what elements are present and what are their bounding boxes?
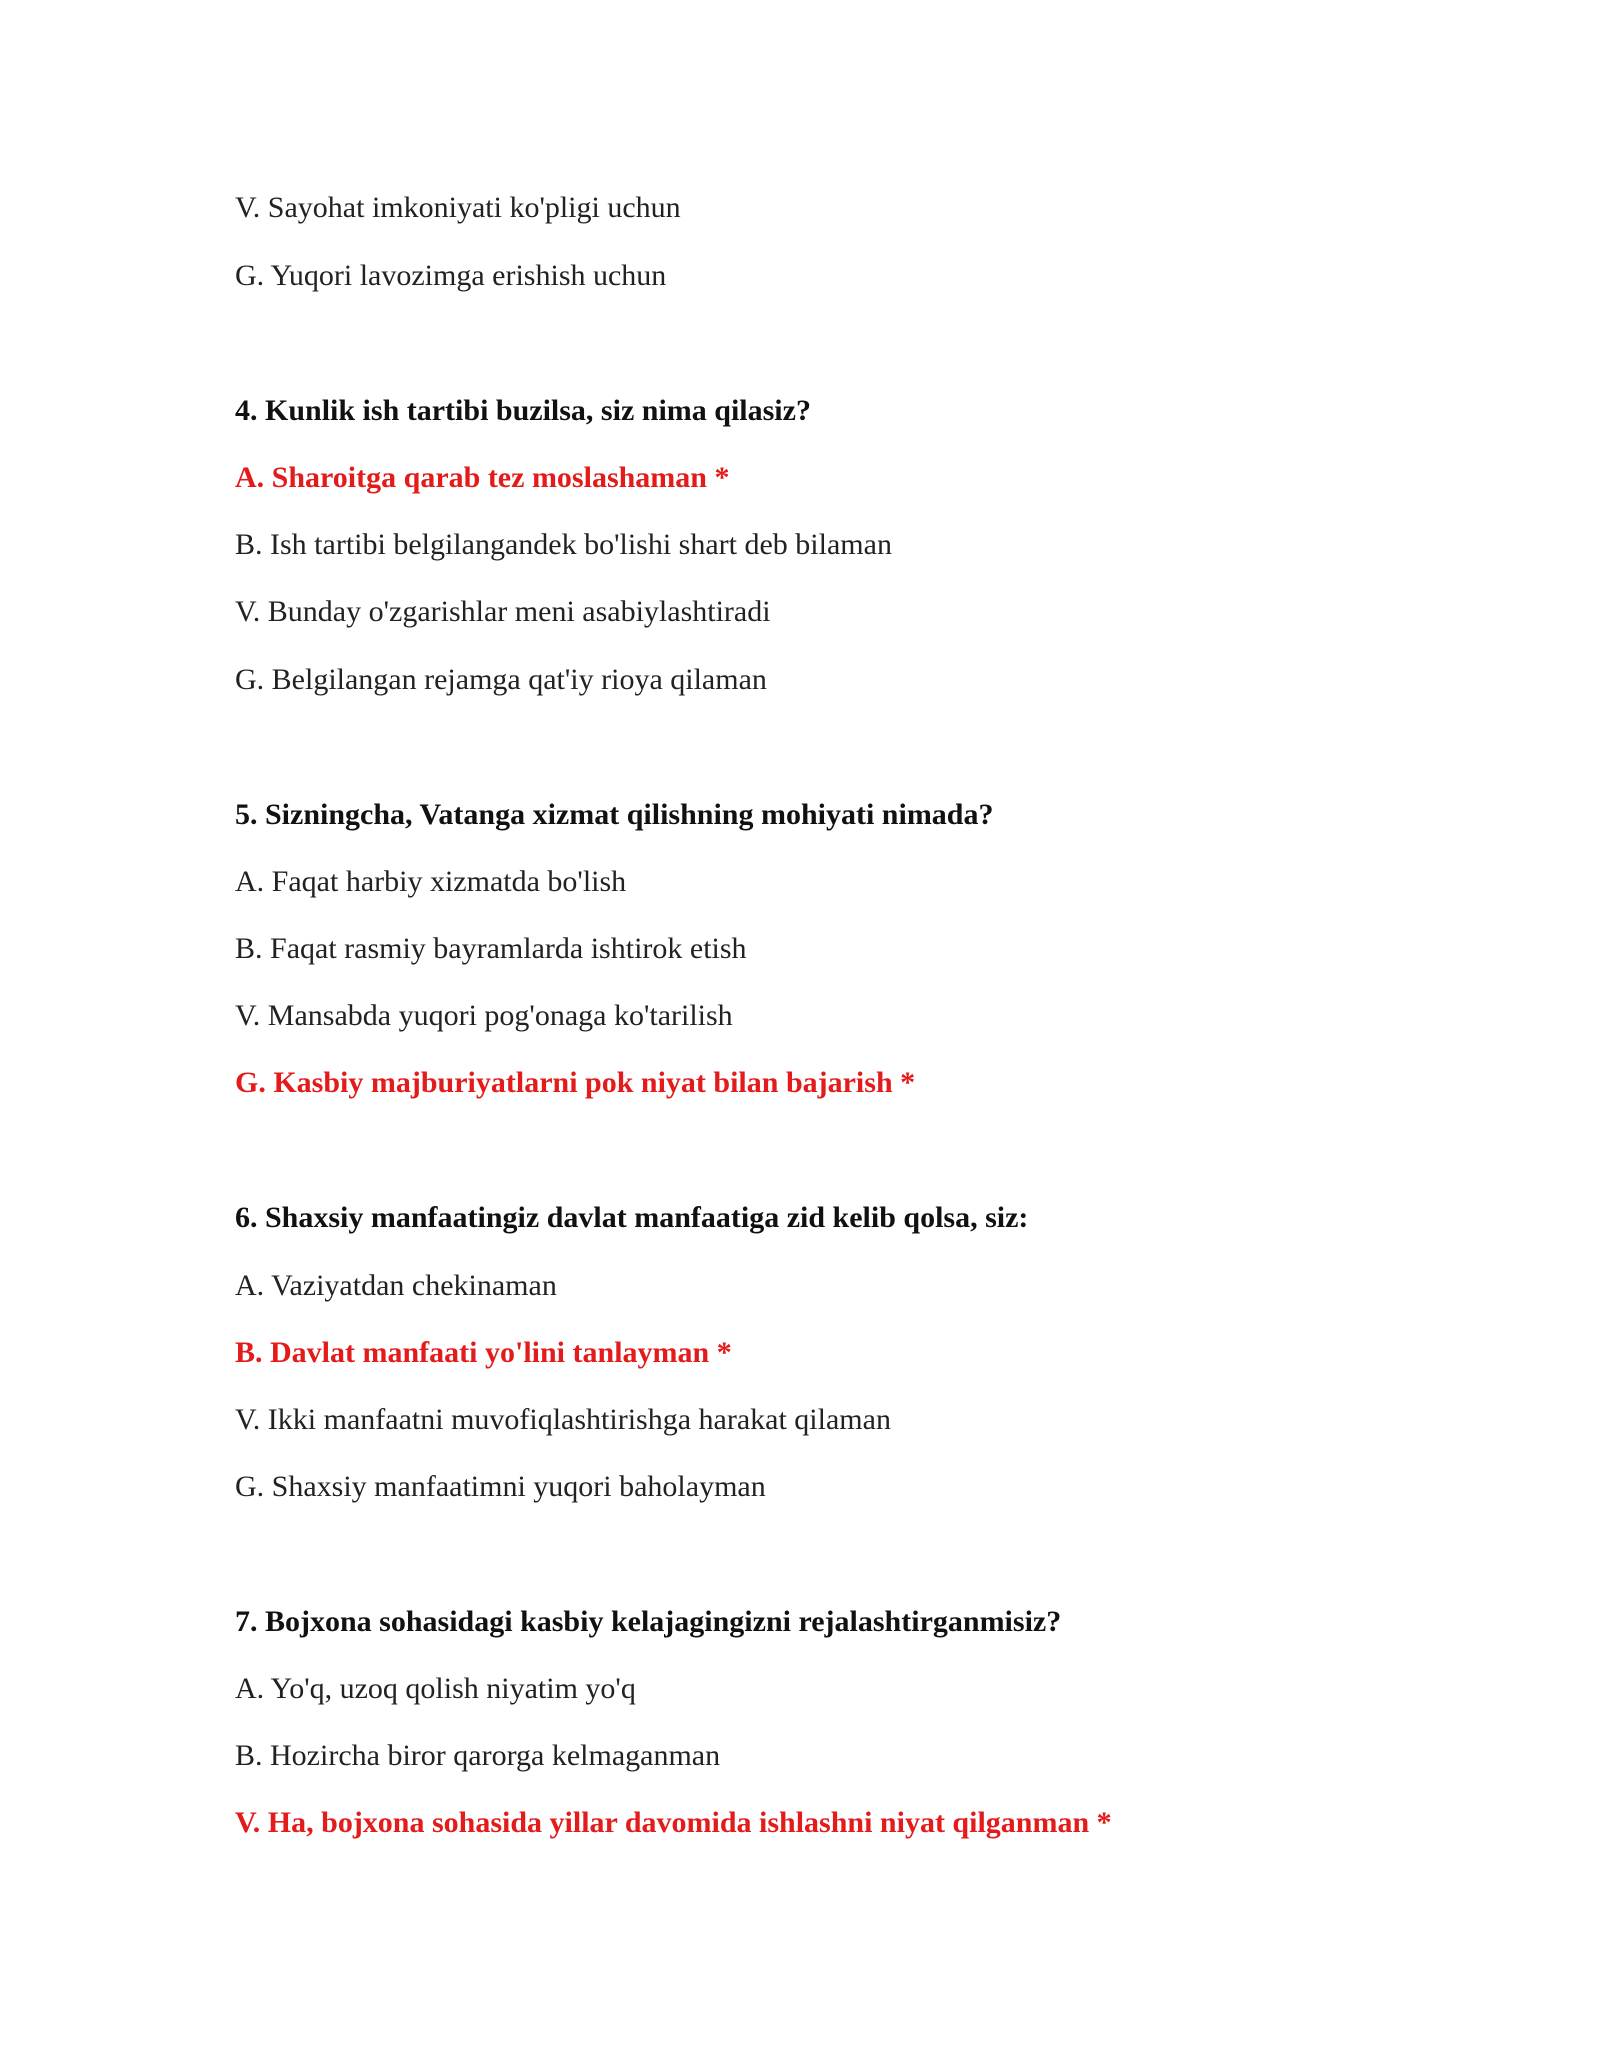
option-v-q4: V. Bunday o'zgarishlar meni asabiylashtiradi [235,595,771,628]
option-g-q4: G. Belgilangan rejamga qat'iy rioya qilaman [235,663,767,696]
option-b-q4: B. Ish tartibi belgilangandek bo'lishi shart deb bilaman [235,528,892,561]
question-6: 6. Shaxsiy manfaatingiz davlat manfaatiga zid kelib qolsa, siz: [235,1201,1029,1234]
option-v-q6: V. Ikki manfaatni muvofiqlashtirishga harakat qilaman [235,1403,891,1436]
correct-option-g-q5: G. Kasbiy majburiyatlarni pok niyat bilan bajarish * [235,1066,916,1099]
correct-option-b-q6: B. Davlat manfaati yo'lini tanlayman * [235,1336,732,1369]
question-5: 5. Sizningcha, Vatanga xizmat qilishning mohiyati nimada? [235,798,994,831]
option-b-q7: B. Hozircha biror qarorga kelmaganman [235,1739,721,1772]
option-g-q6: G. Shaxsiy manfaatimni yuqori baholayman [235,1470,766,1503]
correct-option-a-q4: A. Sharoitga qarab tez moslashaman * [235,461,730,494]
option-a-q7: A. Yo'q, uzoq qolish niyatim yo'q [235,1672,636,1705]
option-b-q5: B. Faqat rasmiy bayramlarda ishtirok etish [235,932,747,965]
option-a-q6: A. Vaziyatdan chekinaman [235,1269,557,1302]
question-4: 4. Kunlik ish tartibi buzilsa, siz nima qilasiz? [235,394,811,427]
option-a-q5: A. Faqat harbiy xizmatda bo'lish [235,865,627,898]
option-g-q3: G. Yuqori lavozimga erishish uchun [235,259,667,292]
option-v-q5: V. Mansabda yuqori pog'onaga ko'tarilish [235,999,733,1032]
question-7: 7. Bojxona sohasidagi kasbiy kelajagingizni rejalashtirganmisiz? [235,1605,1062,1638]
option-v-q3: V. Sayohat imkoniyati ko'pligi uchun [235,191,681,224]
correct-option-v-q7: V. Ha, bojxona sohasida yillar davomida ishlashni niyat qilganman * [235,1806,1112,1839]
